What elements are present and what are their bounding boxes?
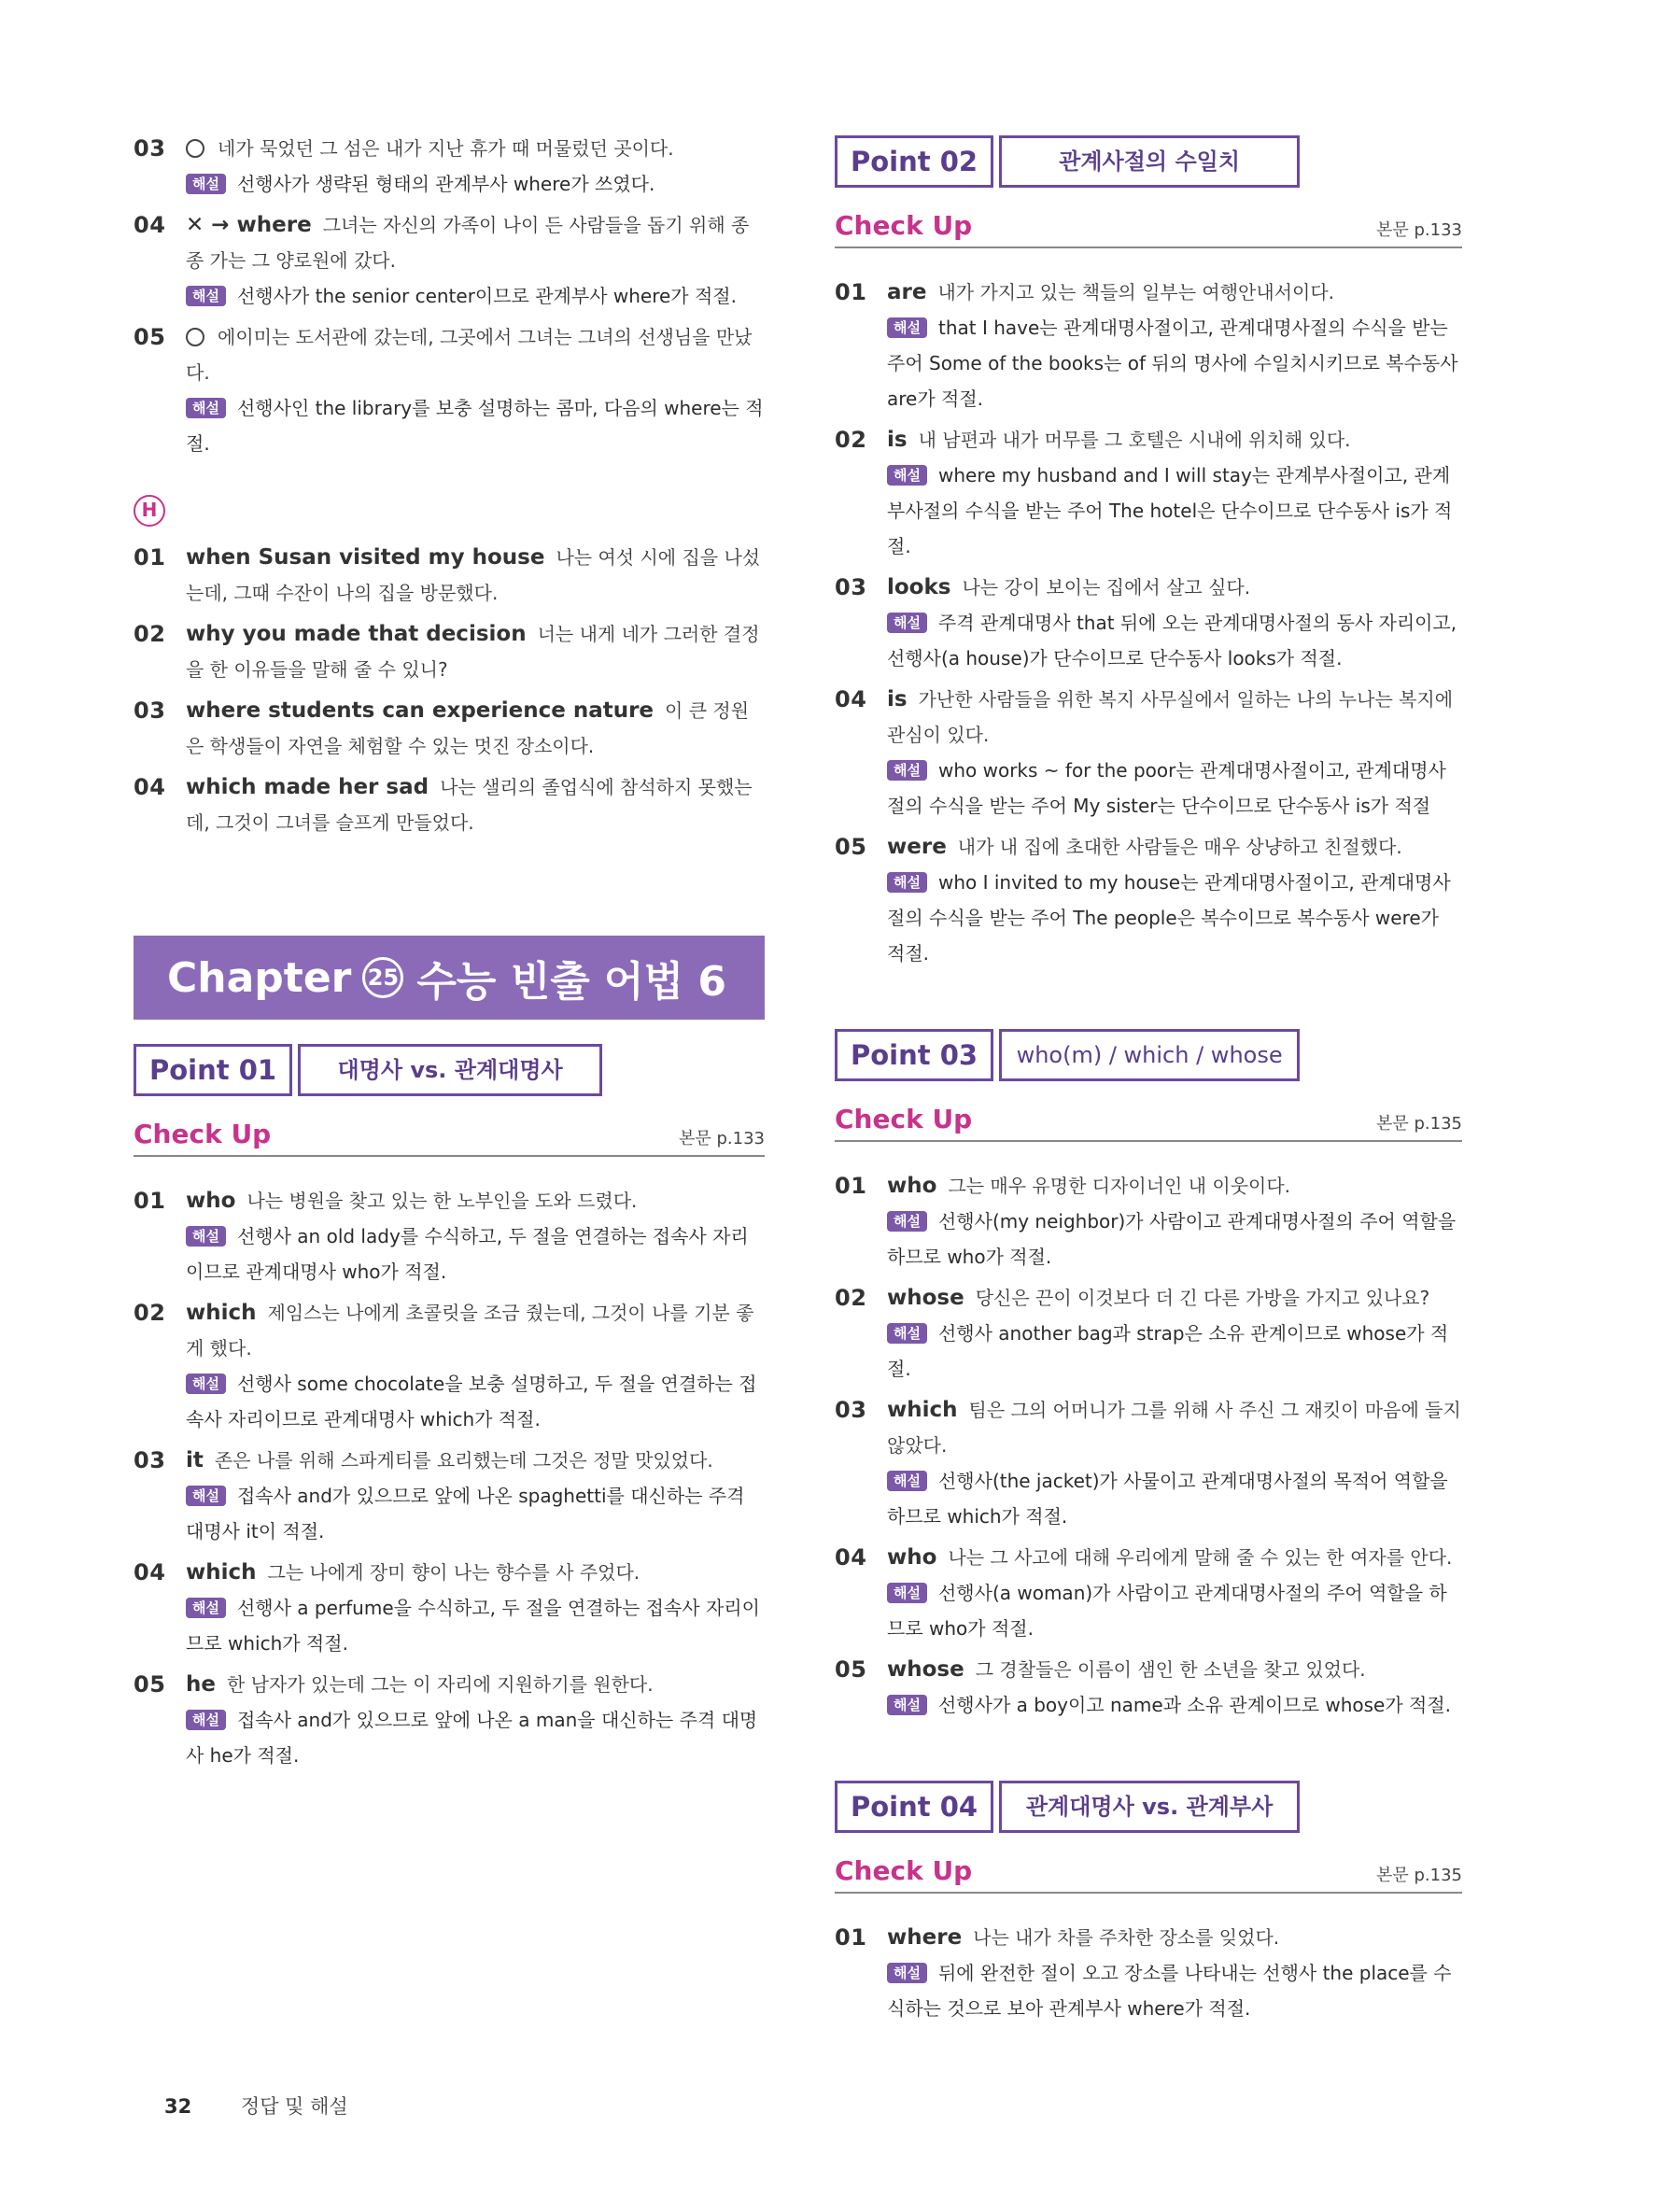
- explanation-tag: 해설: [887, 760, 927, 781]
- point03-header: [835, 1029, 1462, 1081]
- point01-title: 대명사 vs. 관계대명사: [298, 1044, 602, 1096]
- translation-text: 나는 그 사고에 대해 우리에게 말해 줄 수 있는 한 여자를 안다.: [948, 1546, 1453, 1569]
- section-h-badge: H: [134, 495, 165, 527]
- answer-text: when Susan visited my house: [186, 545, 545, 570]
- answer-item: [134, 1295, 765, 1437]
- point01-checkup-title: Check Up: [134, 1119, 272, 1149]
- translation-text: 나는 여섯 시에 집을 나섰는데, 그때 수잔이 나의 집을 방문했다.: [186, 546, 761, 604]
- right-column: [835, 135, 1462, 2032]
- point03-checkup-title: Check Up: [835, 1104, 973, 1134]
- explanation-text: 선행사 an old lady를 수식하고, 두 절을 연결하는 접속사 자리이므로 관계대명사 who가 적절.: [186, 1225, 749, 1283]
- answer-text: where students can experience nature: [186, 698, 655, 723]
- translation-text: 나는 샐리의 졸업식에 참석하지 못했는데, 그것이 그녀를 슬프게 만들었다.: [186, 776, 753, 834]
- explanation: [186, 278, 765, 314]
- translation-text: 에이미는 도서관에 갔는데, 그곳에서 그녀는 그녀의 선생님을 만났다.: [186, 326, 753, 384]
- page-number: 32: [164, 2095, 192, 2118]
- item-number: 04: [835, 1544, 867, 1571]
- explanation-tag: 해설: [887, 317, 927, 338]
- explanation-tag: 해설: [887, 613, 927, 633]
- explanation-text: 선행사 a perfume을 수식하고, 두 절을 연결하는 접속사 자리이므로 which가 적절.: [186, 1597, 760, 1655]
- explanation: [186, 390, 765, 461]
- explanation-tag: 해설: [887, 465, 927, 486]
- item-number: 04: [134, 774, 166, 800]
- answer-item: [835, 1280, 1462, 1387]
- point01-page-ref: 본문 p.133: [678, 1129, 765, 1148]
- item-number: 05: [835, 834, 867, 860]
- page-footer: [164, 2092, 348, 2120]
- point02-header: [835, 135, 1462, 188]
- explanation: [887, 1204, 1462, 1275]
- item-number: 02: [134, 621, 166, 647]
- explanation-text: 선행사(a woman)가 사람이고 관계대명사절의 주어 역할을 하므로 who가 적절.: [887, 1582, 1447, 1640]
- explanation: [887, 458, 1462, 564]
- translation-text: 너는 내게 네가 그러한 결정을 한 이유들을 말해 줄 수 있니?: [186, 623, 760, 681]
- chapter-title: 수능 빈출 어법 6: [416, 958, 726, 1006]
- point02-page-ref: 본문 p.133: [1375, 220, 1462, 240]
- point01-checkup: [134, 1119, 765, 1157]
- explanation-text: 주격 관계대명사 that 뒤에 오는 관계대명사절의 동사 자리이고, 선행사(a house)가 단수이므로 단수동사 looks가 적절.: [887, 612, 1457, 669]
- item-number: 05: [835, 1656, 867, 1683]
- explanation-text: 선행사(the jacket)가 사물이고 관계대명사절의 목적어 역할을 하므로 which가 적절.: [887, 1470, 1448, 1528]
- explanation-text: 선행사 some chocolate을 보충 설명하고, 두 절을 연결하는 접속사 자리이므로 관계대명사 which가 적절.: [186, 1373, 757, 1430]
- point02-items: [835, 275, 1462, 971]
- answer-item: [134, 319, 765, 461]
- item-number: 03: [835, 1397, 867, 1423]
- answer-item: [835, 1920, 1462, 2026]
- explanation-tag: 해설: [887, 1471, 927, 1491]
- translation-text: 팀은 그의 어머니가 그를 위해 사 주신 그 재킷이 마음에 들지 않았다.: [887, 1399, 1461, 1457]
- answer-text: were: [887, 835, 947, 859]
- point03-title: who(m) / which / whose: [999, 1029, 1300, 1081]
- explanation-text: 선행사가 the senior center이므로 관계부사 where가 적절.: [236, 285, 737, 307]
- explanation: [887, 865, 1462, 971]
- translation-text: 그녀는 자신의 가족이 나이 든 사람들을 돕기 위해 종종 가는 그 양로원에 갔다.: [186, 214, 750, 272]
- explanation-text: 선행사가 생략된 형태의 관계부사 where가 쓰였다.: [236, 173, 655, 195]
- answer-text: who: [186, 1189, 236, 1213]
- answer-item: [134, 207, 765, 314]
- item-number: 03: [134, 135, 166, 162]
- answer-text: ✕ → where: [186, 213, 312, 237]
- correct-circle-icon: [186, 328, 204, 346]
- explanation-tag: 해설: [186, 286, 226, 306]
- explanation-tag: 해설: [186, 1226, 226, 1247]
- chapter-number: 25: [362, 957, 403, 998]
- answer-item: [835, 1168, 1462, 1275]
- explanation-tag: 해설: [186, 174, 226, 194]
- explanation-text: who I invited to my house는 관계대명사절이고, 관계대명사절의 수식을 받는 주어 The people은 복수이므로 복수동사 were가 적절.: [887, 871, 1451, 965]
- answer-text: which: [887, 1398, 958, 1422]
- translation-text: 당신은 끈이 이것보다 더 긴 다른 가방을 가지고 있나요?: [975, 1287, 1430, 1309]
- answer-text: which: [186, 1560, 257, 1585]
- section-h-items: [134, 540, 765, 840]
- correct-circle-icon: [186, 139, 204, 158]
- explanation: [887, 1955, 1462, 2026]
- point03-label: Point 03: [835, 1029, 993, 1081]
- point04-label: Point 04: [835, 1781, 993, 1833]
- explanation-tag: 해설: [186, 1374, 226, 1394]
- item-number: 01: [134, 544, 166, 571]
- explanation: [186, 1478, 765, 1549]
- explanation-tag: 해설: [186, 1598, 226, 1618]
- explanation-text: 선행사가 a boy이고 name과 소유 관계이므로 whose가 적절.: [937, 1694, 1452, 1716]
- item-number: 02: [835, 1285, 867, 1311]
- item-number: 03: [134, 697, 166, 724]
- answer-item: [835, 829, 1462, 971]
- explanation-text: that I have는 관계대명사절이고, 관계대명사절의 수식을 받는 주어 Some of the books는 of 뒤의 명사에 수일치시키므로 복수동사 are가 적절.: [887, 317, 1458, 410]
- translation-text: 그 경찰들은 이름이 샘인 한 소년을 찾고 있었다.: [975, 1658, 1366, 1681]
- explanation-text: 접속사 and가 있으므로 앞에 나온 a man을 대신하는 주격 대명사 he가 적절.: [186, 1709, 758, 1767]
- answer-item: [835, 570, 1462, 676]
- point01-label: Point 01: [134, 1044, 292, 1096]
- point03-items: [835, 1168, 1462, 1723]
- translation-text: 내 남편과 내가 머무를 그 호텔은 시내에 위치해 있다.: [918, 429, 1351, 451]
- translation-text: 네가 묵었던 그 섬은 내가 지난 휴가 때 머물렀던 곳이다.: [218, 137, 674, 160]
- explanation-tag: 해설: [186, 1710, 226, 1730]
- answer-text: whose: [887, 1286, 964, 1310]
- answer-item: [134, 616, 765, 687]
- answer-item: [835, 1540, 1462, 1646]
- translation-text: 나는 내가 차를 주차한 장소를 잊었다.: [973, 1926, 1280, 1949]
- translation-text: 이 큰 정원은 학생들이 자연을 체험할 수 있는 멋진 장소이다.: [186, 699, 750, 757]
- explanation-text: 선행사인 the library를 보충 설명하는 콤마, 다음의 where는 적절.: [186, 397, 764, 455]
- answer-text: who: [887, 1174, 937, 1198]
- answer-item: [134, 131, 765, 202]
- explanation-text: 선행사 another bag과 strap은 소유 관계이므로 whose가 적절.: [887, 1322, 1449, 1380]
- answer-text: which: [186, 1301, 257, 1325]
- item-number: 05: [134, 324, 166, 350]
- item-number: 01: [835, 1173, 867, 1199]
- answer-item: [835, 275, 1462, 416]
- answer-text: it: [186, 1448, 204, 1472]
- left-top-items: [134, 131, 765, 461]
- translation-text: 그는 나에게 장미 향이 나는 향수를 사 주었다.: [267, 1561, 640, 1584]
- explanation-text: 접속사 and가 있으므로 앞에 나온 spaghetti를 대신하는 주격 대명사 it이 적절.: [186, 1485, 745, 1543]
- explanation-text: 선행사(my neighbor)가 사람이고 관계대명사절의 주어 역할을 하므로 who가 적절.: [887, 1210, 1457, 1268]
- translation-text: 나는 병원을 찾고 있는 한 노부인을 도와 드렸다.: [246, 1190, 638, 1212]
- explanation-text: who works ~ for the poor는 관계대명사절이고, 관계대명사절의 수식을 받는 주어 My sister는 단수이므로 단수동사 is가 적절: [887, 759, 1446, 817]
- item-number: 01: [134, 1188, 166, 1214]
- translation-text: 그는 매우 유명한 디자이너인 내 이웃이다.: [948, 1175, 1291, 1197]
- answer-text: is: [887, 428, 908, 452]
- answer-item: [835, 682, 1462, 824]
- explanation: [887, 753, 1462, 824]
- point04-checkup-title: Check Up: [835, 1855, 973, 1886]
- chapter-banner: [134, 936, 765, 1020]
- point04-checkup: [835, 1855, 1462, 1894]
- explanation-tag: 해설: [887, 1211, 927, 1232]
- answer-text: whose: [887, 1657, 964, 1682]
- point02-checkup-title: Check Up: [835, 210, 973, 241]
- answer-text: which made her sad: [186, 775, 429, 799]
- answer-item: [835, 1652, 1462, 1723]
- explanation-tag: 해설: [887, 1323, 927, 1344]
- item-number: 05: [134, 1671, 166, 1698]
- translation-text: 나는 강이 보이는 집에서 살고 싶다.: [962, 576, 1251, 599]
- footer-title: 정답 및 해설: [240, 2095, 348, 2118]
- point01-header: [134, 1044, 765, 1096]
- explanation: [887, 1575, 1462, 1646]
- item-number: 04: [835, 686, 867, 712]
- explanation: [887, 1463, 1462, 1534]
- point03-page-ref: 본문 p.135: [1375, 1114, 1462, 1134]
- translation-text: 내가 가지고 있는 책들의 일부는 여행안내서이다.: [937, 281, 1335, 303]
- point02-checkup: [835, 210, 1462, 248]
- explanation: [186, 1702, 765, 1773]
- answer-text: is: [887, 687, 908, 712]
- explanation: [887, 310, 1462, 416]
- answer-item: [134, 540, 765, 611]
- explanation-text: 뒤에 완전한 절이 오고 장소를 나타내는 선행사 the place를 수식하는 것으로 보아 관계부사 where가 적절.: [887, 1962, 1452, 2020]
- item-number: 04: [134, 1559, 166, 1585]
- explanation: [186, 1590, 765, 1661]
- point01-items: [134, 1183, 765, 1773]
- point04-page-ref: 본문 p.135: [1375, 1866, 1462, 1885]
- item-number: 03: [835, 574, 867, 600]
- translation-text: 한 남자가 있는데 그는 이 자리에 지원하기를 원한다.: [226, 1673, 654, 1696]
- point02-title: 관계사절의 수일치: [999, 135, 1300, 188]
- point03-checkup: [835, 1104, 1462, 1142]
- explanation-tag: 해설: [887, 1583, 927, 1603]
- explanation-tag: 해설: [186, 398, 226, 418]
- left-column: [134, 131, 765, 1779]
- explanation: [186, 166, 765, 202]
- answer-text: he: [186, 1672, 216, 1697]
- answer-item: [134, 693, 765, 764]
- answer-text: where: [887, 1925, 963, 1950]
- explanation-tag: 해설: [887, 872, 927, 893]
- answer-item: [134, 1443, 765, 1549]
- explanation-tag: 해설: [887, 1963, 927, 1983]
- answer-item: [134, 1183, 765, 1289]
- translation-text: 제임스는 나에게 초콜릿을 조금 줬는데, 그것이 나를 기분 좋게 했다.: [186, 1302, 754, 1360]
- answer-text: who: [887, 1545, 937, 1570]
- point04-items: [835, 1920, 1462, 2026]
- translation-text: 내가 내 집에 초대한 사람들은 매우 상냥하고 친절했다.: [957, 836, 1402, 858]
- answer-item: [835, 422, 1462, 564]
- item-number: 02: [835, 427, 867, 453]
- item-number: 02: [134, 1300, 166, 1326]
- translation-text: 가난한 사람들을 위한 복지 사무실에서 일하는 나의 누나는 복지에 관심이 있다.: [887, 688, 1454, 746]
- chapter-prefix: Chapter: [167, 953, 352, 1002]
- item-number: 01: [835, 1924, 867, 1951]
- answer-item: [134, 1555, 765, 1661]
- translation-text: 존은 나를 위해 스파게티를 요리했는데 그것은 정말 맛있었다.: [214, 1449, 713, 1472]
- answer-item: [835, 1392, 1462, 1534]
- explanation-text: where my husband and I will stay는 관계부사절이고, 관계부사절의 수식을 받는 주어 The hotel은 단수이므로 단수동사 is가 적절.: [887, 464, 1453, 557]
- point04-header: [835, 1781, 1462, 1833]
- item-number: 01: [835, 279, 867, 305]
- item-number: 03: [134, 1447, 166, 1473]
- explanation: [887, 1316, 1462, 1387]
- explanation: [887, 605, 1462, 676]
- item-number: 04: [134, 212, 166, 238]
- point04-title: 관계대명사 vs. 관계부사: [999, 1781, 1300, 1833]
- explanation-tag: 해설: [887, 1695, 927, 1715]
- answer-text: why you made that decision: [186, 622, 527, 646]
- answer-text: looks: [887, 575, 951, 599]
- answer-item: [134, 769, 765, 840]
- answer-item: [134, 1667, 765, 1773]
- answer-text: are: [887, 280, 927, 304]
- point02-label: Point 02: [835, 135, 993, 188]
- explanation: [186, 1219, 765, 1289]
- explanation-tag: 해설: [186, 1486, 226, 1506]
- explanation: [186, 1366, 765, 1437]
- explanation: [887, 1687, 1462, 1723]
